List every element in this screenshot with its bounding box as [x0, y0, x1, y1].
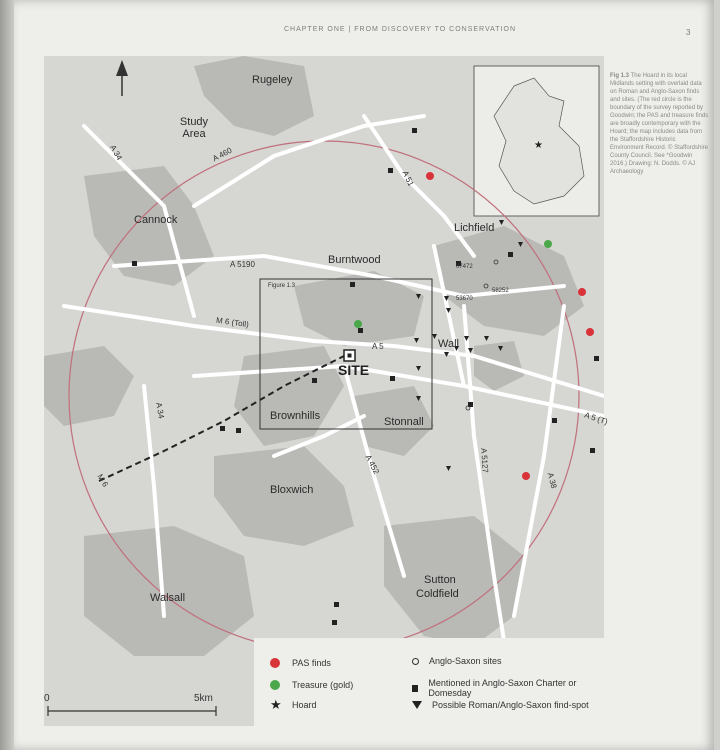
label-a51: A 51	[400, 169, 416, 188]
legend-pas: PAS finds	[270, 658, 331, 668]
legend-treasure: Treasure (gold)	[270, 680, 353, 690]
caption-text: The Hoard in its local Midlands setting with overlaid data on Roman and Anglo-Saxon finds and sites. (The red circle is the boundary of the survey reported by Goodwin; the PAS and treasure finds are broadly contemporary with the Hoard; the map includes data from the Staffordshire Historic Environment Record. © Staffordshire County Council. See *Goodwin 2016.) Drawing: N. Dodds. © AJ Archaeology	[610, 73, 709, 175]
figure-caption	[610, 72, 710, 176]
triangle-icon	[412, 701, 422, 709]
label-site: SITE	[338, 362, 370, 378]
label-wall: Wall	[438, 338, 459, 350]
green-dot-icon	[270, 680, 280, 690]
label-a5190: A 5190	[230, 260, 255, 269]
legend-as-sites: Anglo-Saxon sites	[412, 656, 502, 666]
label-code-53670: 53670	[456, 296, 473, 302]
label-a5: A 5	[372, 342, 384, 351]
scale-zero: 0	[44, 693, 50, 704]
map-graphic	[44, 56, 604, 726]
scale-five: 5km	[194, 693, 213, 704]
label-code-58252: 58252	[492, 288, 509, 294]
legend-hoard: ★ Hoard	[270, 697, 317, 712]
label-rugeley: Rugeley	[252, 74, 293, 86]
label-a5t: A 5 (T)	[583, 410, 609, 427]
label-a452: A 452	[363, 453, 382, 476]
legend-charter: Mentioned in Anglo-Saxon Charter or Domesday	[412, 678, 604, 698]
label-a34-south: A 34	[154, 401, 166, 420]
svg-text:★: ★	[534, 140, 543, 151]
label-cannock: Cannock	[134, 214, 178, 226]
map	[44, 56, 609, 726]
label-m6: M 6	[95, 472, 110, 489]
label-a460: A 460	[211, 145, 234, 164]
label-m6-toll: M 6 (Toll)	[215, 315, 250, 330]
caption-fig-label: Fig 1.3	[610, 73, 630, 79]
star-icon: ★	[270, 697, 282, 712]
square-icon	[412, 685, 418, 692]
label-brownhills: Brownhills	[270, 410, 321, 422]
label-sutton: Sutton	[424, 574, 456, 586]
book-page	[14, 0, 714, 750]
label-burntwood: Burntwood	[328, 254, 381, 266]
running-header: CHAPTER ONE | FROM DISCOVERY TO CONSERVATION	[284, 26, 516, 33]
legend-findspot: Possible Roman/Anglo-Saxon find-spot	[412, 700, 589, 710]
label-stonnall: Stonnall	[384, 416, 424, 428]
label-bloxwich: Bloxwich	[270, 484, 314, 496]
label-a34-north: A 34	[108, 143, 124, 162]
label-code-07472: 07472	[456, 264, 473, 270]
label-walsall: Walsall	[150, 592, 186, 604]
label-figure-box: Figure 1.3	[268, 283, 296, 289]
label-lichfield: Lichfield	[454, 222, 495, 234]
label-a38: A 38	[545, 471, 559, 490]
label-study-area: Study Area	[179, 116, 209, 140]
red-dot-icon	[270, 658, 280, 668]
ring-icon	[412, 658, 419, 665]
label-a5127: A 5127	[479, 447, 490, 474]
page-number: 3	[686, 28, 691, 37]
label-coldfield: Coldfield	[416, 588, 459, 600]
